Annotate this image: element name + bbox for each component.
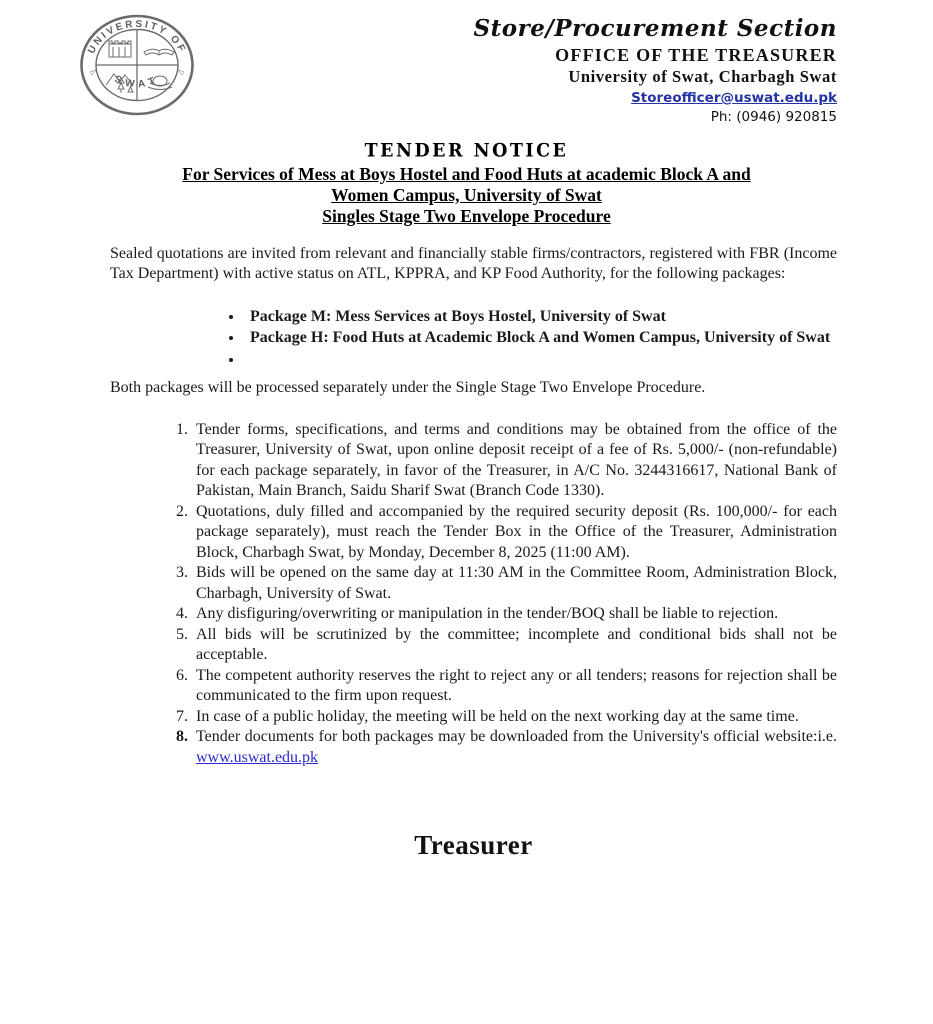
term-1-text: Tender forms, specifications, and terms and conditions may be obtained from the office of the Treasurer, University of Swat, upon online deposit receipt of a fee of Rs. 5,000/- (non-refundable) for each package separately, in favor of the Treasurer, in A/C No. 3244316617, National Bank of Pakistan, Main Branch, Saidu Sharif Swat (Branch Code 1330). [196, 420, 837, 500]
seal-right-ornament [178, 70, 184, 75]
seal-bottom-text: SWAT [112, 73, 162, 91]
section-title: Store/Procurement Section [473, 15, 837, 42]
university-seal-logo [78, 13, 196, 117]
term-5 [192, 625, 837, 666]
term-4-text: Any disfiguring/overwriting or manipulation in the tender/BOQ shall be liable to rejection. [196, 605, 779, 623]
treasurer-signature: Treasurer [414, 830, 533, 861]
phone-number: Ph: (0946) 920815 [710, 108, 837, 125]
tender-notice-heading: TENDER NOTICE [364, 139, 569, 162]
notice-body [0, 244, 933, 862]
terms-list [110, 420, 837, 769]
subtitle-line-2: Women Campus, University of Swat [331, 184, 602, 205]
university-website-link[interactable]: www.uswat.edu.pk [196, 748, 319, 766]
package-item-h [244, 327, 837, 349]
term-8-text: Tender documents for both packages may be downloaded from the University's official website:i.e. [196, 728, 837, 746]
package-m-label: Package M: Mess Services at Boys Hostel, University of Swat [250, 307, 666, 325]
term-3 [192, 563, 837, 604]
package-item-empty [244, 349, 837, 371]
term-2-text: Quotations, duly filled and accompanied by the required security deposit (Rs. 100,000/- for each package separately), must reach the Tender Box in the Office of the Treasurer, Administration Block, Charbagh Swat, by Monday, December 8, 2025 (11:00 AM). [196, 502, 837, 561]
term-4 [192, 604, 837, 625]
letterhead [0, 0, 933, 126]
term-6-text: The competent authority reserves the right to reject any or all tenders; reasons for rejection shall be communicated to the firm upon request. [196, 666, 837, 705]
intro-paragraph: Sealed quotations are invited from relevant and financially stable firms/contractors, registered with FBR (Income Tax Department) with active status on ATL, KPPRA, and KP Food Authority, for the following packages: [110, 244, 837, 283]
title-block [0, 141, 933, 227]
separate-processing-note: Both packages will be processed separately under the Single Stage Two Envelope Procedure. [110, 379, 706, 397]
package-h-label: Package H: Food Huts at Academic Block A and Women Campus, University of Swat [250, 329, 831, 347]
university-seal-icon [78, 13, 196, 117]
term-3-text: Bids will be opened on the same day at 11:30 AM in the Committee Room, Administration Block, Charbagh, University of Swat. [196, 564, 837, 602]
university-title: University of Swat, Charbagh Swat [568, 67, 837, 87]
term-7 [192, 707, 837, 728]
seal-building-glyph [109, 41, 131, 57]
term-6 [192, 666, 837, 707]
subtitle-line-3: Singles Stage Two Envelope Procedure [322, 205, 611, 226]
package-list [222, 306, 837, 371]
store-officer-email-link[interactable]: Storeofficer@uswat.edu.pk [631, 89, 837, 106]
term-2 [192, 502, 837, 564]
seal-book-glyph [144, 49, 174, 55]
seal-top-text: UNIVERSITY OF [86, 18, 188, 56]
package-item-m [244, 306, 837, 328]
letterhead-text-block [474, 13, 837, 126]
email-line [474, 89, 837, 108]
term-7-text: In case of a public holiday, the meeting will be held on the next working day at the same time. [196, 707, 799, 725]
term-8 [192, 727, 837, 768]
seal-left-ornament [90, 70, 96, 75]
term-1 [192, 420, 837, 502]
term-5-text: All bids will be scrutinized by the committee; incomplete and conditional bids shall not be acceptable. [196, 625, 837, 664]
subtitle-line-1: For Services of Mess at Boys Hostel and Food Huts at academic Block A and [182, 163, 751, 184]
office-title: OFFICE OF THE TREASURER [555, 45, 837, 66]
